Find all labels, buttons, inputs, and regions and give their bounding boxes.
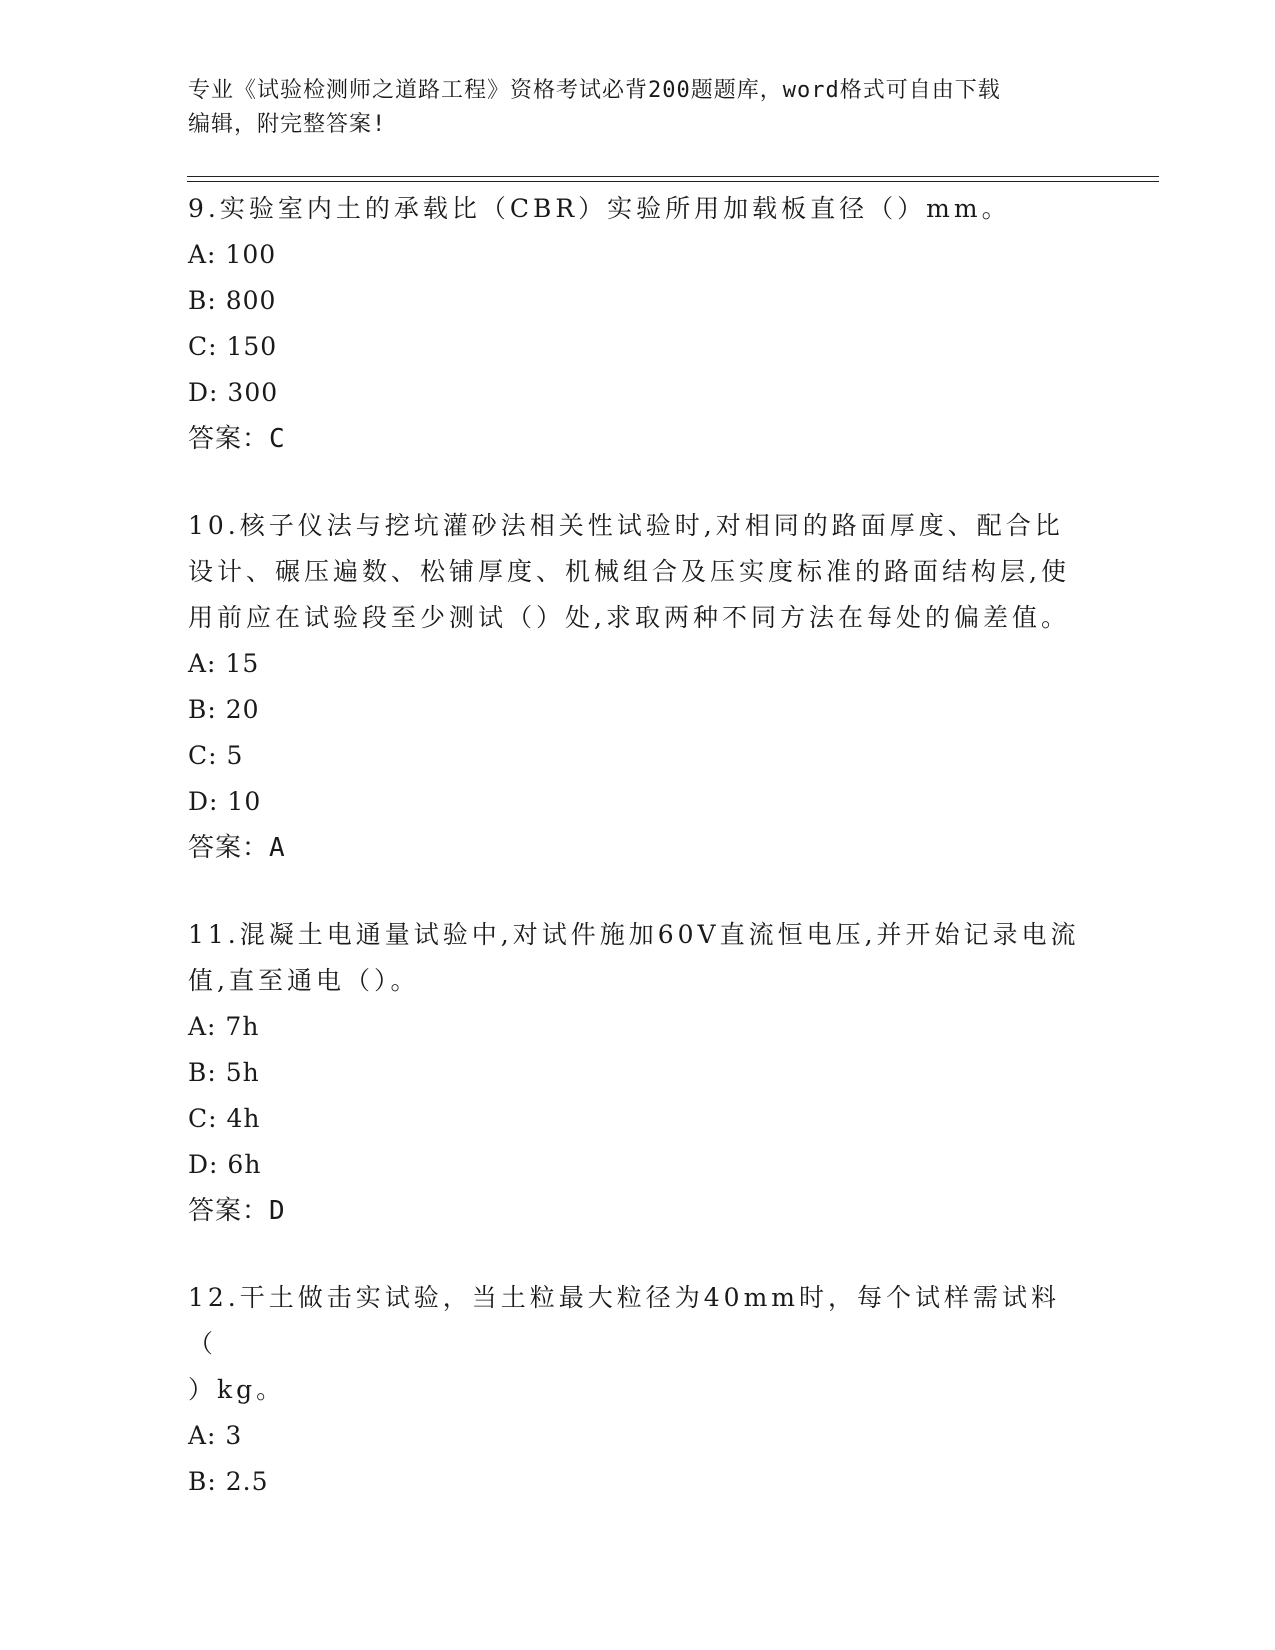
question-text-line-1: 12.干土做击实试验，当土粒最大粒径为40mm时，每个试样需试料（ [188, 1283, 1060, 1358]
option-a: A: 3 [188, 1421, 243, 1450]
option-b: B: 800 [188, 286, 277, 315]
option-b: B: 20 [188, 695, 260, 724]
option-c: C: 4h [188, 1104, 261, 1133]
question-text-line-2: 值,直至通电（）。 [188, 966, 420, 995]
option-d: D: 10 [188, 787, 262, 816]
option-a: A: 7h [188, 1012, 260, 1041]
option-d: D: 300 [188, 378, 279, 407]
option-c: C: 5 [188, 741, 244, 770]
header-line-1: 专业《试验检测师之道路工程》资格考试必背200题题库，word格式可自由下载 [188, 78, 1001, 103]
question-list [188, 186, 1088, 1546]
header-divider-top [187, 176, 1159, 177]
question-11 [188, 912, 1088, 1234]
answer: 答案：D [188, 1196, 286, 1226]
header-divider-bottom [187, 181, 1159, 182]
header-line-2: 编辑，附完整答案! [188, 112, 387, 137]
question-text-line-1: 11.混凝土电通量试验中,对试件施加60V直流恒电压,并开始记录电流 [188, 920, 1080, 949]
question-10 [188, 503, 1088, 871]
option-b: B: 2.5 [188, 1467, 269, 1496]
question-text-line-2: 设计、碾压遍数、松铺厚度、机械组合及压实度标准的路面结构层,使 [188, 557, 1070, 586]
question-text: 9.实验室内土的承载比（CBR）实验所用加载板直径（）mm。 [188, 194, 1011, 223]
answer: 答案：A [188, 833, 286, 863]
option-b: B: 5h [188, 1058, 260, 1087]
question-text-line-1: 10.核子仪法与挖坑灌砂法相关性试验时,对相同的路面厚度、配合比 [188, 511, 1064, 540]
option-a: A: 100 [188, 240, 277, 269]
option-a: A: 15 [188, 649, 260, 678]
option-c: C: 150 [188, 332, 278, 361]
option-d: D: 6h [188, 1150, 262, 1179]
answer: 答案：C [188, 424, 286, 454]
question-9 [188, 186, 1088, 462]
question-12 [188, 1275, 1088, 1505]
question-text-line-3: 用前应在试验段至少测试（）处,求取两种不同方法在每处的偏差值。 [188, 603, 1070, 632]
question-text-line-2: ）kg。 [188, 1375, 286, 1404]
document-header [188, 74, 1088, 142]
